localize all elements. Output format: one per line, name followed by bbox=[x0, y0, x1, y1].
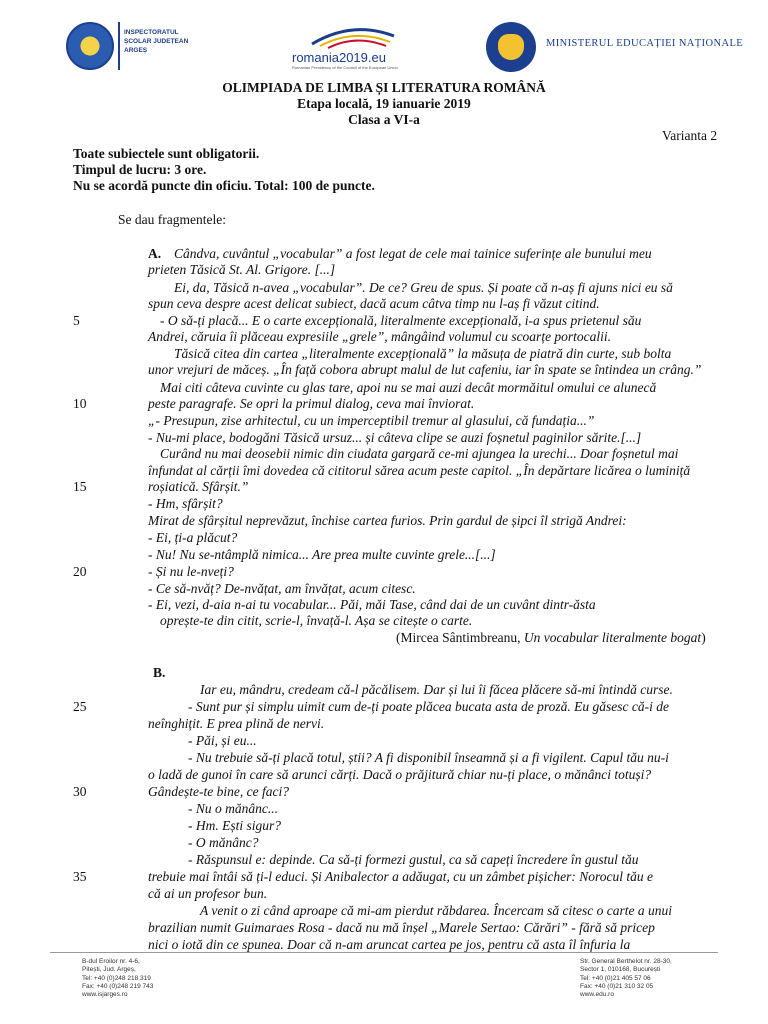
text-line: - Răspunsul e: depinde. Ca să-ți formezi gustul, ca să capeți încredere în gustul tău bbox=[188, 852, 639, 867]
romania2019-subtext: Romanian Presidency of the Council of the European Union bbox=[292, 65, 398, 70]
text-line: neînghițit. E prea plină de nervi. bbox=[148, 716, 325, 731]
text-line: Andrei, căruia îi plăceau expresiile „grele”, mângâind volumul cu scoarțe portocalii. bbox=[148, 329, 612, 344]
text-line: - Ce să-nvăț? De-nvățat, am învățat, acum citesc. bbox=[148, 581, 416, 596]
text-line: unor vrejuri de măceș. „În față cobora abrupt malul de lut cafeniu, iar în spate se întindea un crâng.” bbox=[148, 362, 702, 377]
footer-divider bbox=[50, 952, 718, 953]
variant-label: Varianta 2 bbox=[662, 128, 718, 143]
ministry-coat-of-arms-icon bbox=[486, 22, 536, 72]
text-line: înfundat al cărții îmi dovedea că cititorul sărea acum peste capitol. „În depărtare licărea o luminiță bbox=[148, 463, 691, 478]
footer-left-address bbox=[82, 958, 153, 999]
line-number: 5 bbox=[73, 313, 80, 328]
text-line: „- Presupun, zise arhitectul, cu un imperceptibil tremur al glasului, că fundația...” bbox=[148, 413, 595, 428]
author-citation bbox=[396, 630, 706, 646]
rule-1: Toate subiectele sunt obligatorii. bbox=[73, 146, 260, 161]
footer-left-line: Fax: +40 (0)248 219 743 bbox=[82, 982, 154, 990]
text-line: - Ei, ți-a plăcut? bbox=[148, 530, 238, 545]
text-line: o ladă de gunoi în care să arunci cărți. Dacă o prăjitură chiar nu-ți place, o mănânci totuși? bbox=[148, 767, 652, 782]
section-b-label: B. bbox=[153, 665, 166, 680]
footer-right-line: Fax: +40 (0)21 310 32 05 bbox=[580, 982, 654, 990]
text-line: că ai un profesor bun. bbox=[148, 886, 268, 901]
document-titles bbox=[0, 80, 768, 128]
exam-rules bbox=[73, 146, 375, 194]
text-line: roșiatică. Sfârșit.” bbox=[148, 479, 249, 494]
text-line: Iar eu, mândru, credeam că-l păcălisem. Dar și lui îi făcea plăcere să-mi întindă curse. bbox=[200, 682, 673, 697]
author-close: ) bbox=[701, 630, 706, 645]
footer-right-address bbox=[580, 958, 672, 999]
rule-3: Nu se acordă puncte din oficiu. Total: 100 de puncte. bbox=[73, 178, 375, 193]
text-line: Mai citi câteva cuvinte cu glas tare, apoi nu se mai auzi decât mormăitul omului ce alunecă bbox=[160, 380, 657, 395]
text-line: - Și nu le-nveți? bbox=[148, 564, 234, 579]
text-line: - Nu o mănânc... bbox=[188, 801, 278, 816]
title-olympiad: OLIMPIADA DE LIMBA ȘI LITERATURA ROMÂNĂ bbox=[222, 80, 546, 95]
text-line: trebuie mai întâi să ți-l educi. Și Anibalector a adăugat, cu un zâmbet pișicher: Norocul tău e bbox=[148, 869, 653, 884]
footer-left-line: B-dul Eroilor nr. 4-6, bbox=[82, 958, 140, 965]
text-line: spun ceva despre acest delicat subiect, dacă acum câtva timp nu l-aș fi văzut citind. bbox=[148, 296, 600, 311]
footer-right-website[interactable]: www.edu.ro bbox=[580, 991, 614, 999]
text-line: Curând nu mai deosebii nimic din ciudata gargară ce-mi ajungea la urechi... Doar foșnetul mai bbox=[160, 446, 679, 461]
text-line: peste paragrafe. Se opri la primul dialog, ceva mai înviorat. bbox=[148, 396, 475, 411]
line-number: 35 bbox=[73, 869, 87, 884]
text-line: - Hm, sfârșit? bbox=[148, 496, 223, 511]
isj-logo-icon bbox=[66, 22, 114, 70]
footer-right-line: Tel: +40 (0)21 405 57 06 bbox=[580, 974, 651, 982]
author-name: (Mircea Sântimbreanu, bbox=[396, 630, 524, 645]
text-line: - Hm. Ești sigur? bbox=[188, 818, 282, 833]
text-line: A venit o zi când aproape că mi-am pierdut răbdarea. Încercam să citesc o carte a unui bbox=[200, 903, 673, 918]
line-number: 15 bbox=[73, 479, 87, 494]
rule-2: Timpul de lucru: 3 ore. bbox=[73, 162, 207, 177]
romania2019-logo-icon bbox=[302, 24, 402, 50]
text-line: - Sunt pur și simplu uimit cum de-ți poate plăcea bucata asta de proză. Eu găsesc că-i de bbox=[188, 699, 669, 714]
text-line: Mirat de sfârșitul neprevăzut, închise cartea furios. Prin gardul de șipci îl strigă Andrei: bbox=[148, 513, 627, 528]
work-title: Un vocabular literalmente bogat bbox=[523, 630, 702, 645]
text-line: Gândește-te bine, ce faci? bbox=[148, 784, 289, 799]
text-line: - Nu trebuie să-ți placă totul, știi? A fi disponibil înseamnă și a fi vigilent. Capul tău nu-i bbox=[188, 750, 669, 765]
line-number: 30 bbox=[73, 784, 87, 799]
text-line: Ei, da, Tăsică n-avea „vocabular”. De ce? Greu de spus. Și poate că n-aș fi ajuns nici eu să bbox=[174, 280, 673, 295]
footer-left-website[interactable]: www.isjarges.ro bbox=[82, 991, 128, 999]
text-line: oprește-te din citit, scrie-l, învață-l. Așa se citește o carte. bbox=[160, 613, 473, 628]
section-a-label: A. bbox=[148, 246, 162, 261]
footer-right-line: Sector 1, 010168, București bbox=[580, 966, 661, 974]
text-line: Cândva, cuvântul „vocabular” a fost legat de cele mai tainice suferințe ale bunului meu bbox=[174, 246, 652, 261]
text-line: prieten Tăsică St. Al. Grigore. [...] bbox=[148, 262, 336, 277]
page-header bbox=[0, 18, 768, 78]
title-stage: Etapa locală, 19 ianuarie 2019 bbox=[297, 96, 471, 111]
isj-name: INSPECTORATUL ȘCOLAR JUDEȚEAN ARGEȘ bbox=[124, 29, 189, 54]
text-line: Tăsică citea din cartea „literalmente excepțională” la măsuța de piatră din curte, sub bolta bbox=[174, 346, 672, 361]
title-class: Clasa a VI-a bbox=[348, 112, 420, 127]
footer-right-line: Str. General Berthelot nr. 28-30, bbox=[580, 958, 672, 965]
intro-text: Se dau fragmentele: bbox=[118, 212, 226, 227]
text-line: - Ei, vezi, d-aia n-ai tu vocabular... Păi, măi Tase, când dai de un cuvânt dintr-ăsta bbox=[148, 597, 596, 612]
line-number: 20 bbox=[73, 564, 87, 579]
ministry-name: MINISTERUL EDUCAȚIEI NAȚIONALE bbox=[546, 38, 744, 49]
text-line: - Păi, și eu... bbox=[188, 733, 257, 748]
text-line: brazilian numit Guimaraes Rosa - dacă nu mă înșel „Marele Sertao: Cărări” - fără să pricep bbox=[148, 920, 655, 935]
text-line: - O mănânc? bbox=[188, 835, 259, 850]
line-number: 10 bbox=[73, 396, 87, 411]
footer-left-line: Pitești, Jud. Argeș, bbox=[82, 966, 136, 974]
romania2019-logo-text: romania2019.eu bbox=[292, 50, 386, 65]
footer-left-line: Tel: +40 (0)248 218 319 bbox=[82, 974, 151, 982]
text-line: - O să-ți placă... E o carte excepțională, literalmente excepțională, i-a spus prietenul său bbox=[160, 313, 642, 328]
isj-divider bbox=[118, 22, 120, 70]
text-line: - Nu! Nu se-ntâmplă nimica... Are prea multe cuvinte grele...[...] bbox=[148, 547, 496, 562]
line-number: 25 bbox=[73, 699, 87, 714]
text-line: - Nu-mi place, bodogăni Tăsică ursuz... și câteva clipe se auzi foșnetul paginilor sărite.[...] bbox=[148, 430, 642, 445]
text-line: nici o iotă din ce spunea. Doar că n-am aruncat cartea pe jos, pentru că asta îl înfuria la bbox=[148, 937, 631, 952]
